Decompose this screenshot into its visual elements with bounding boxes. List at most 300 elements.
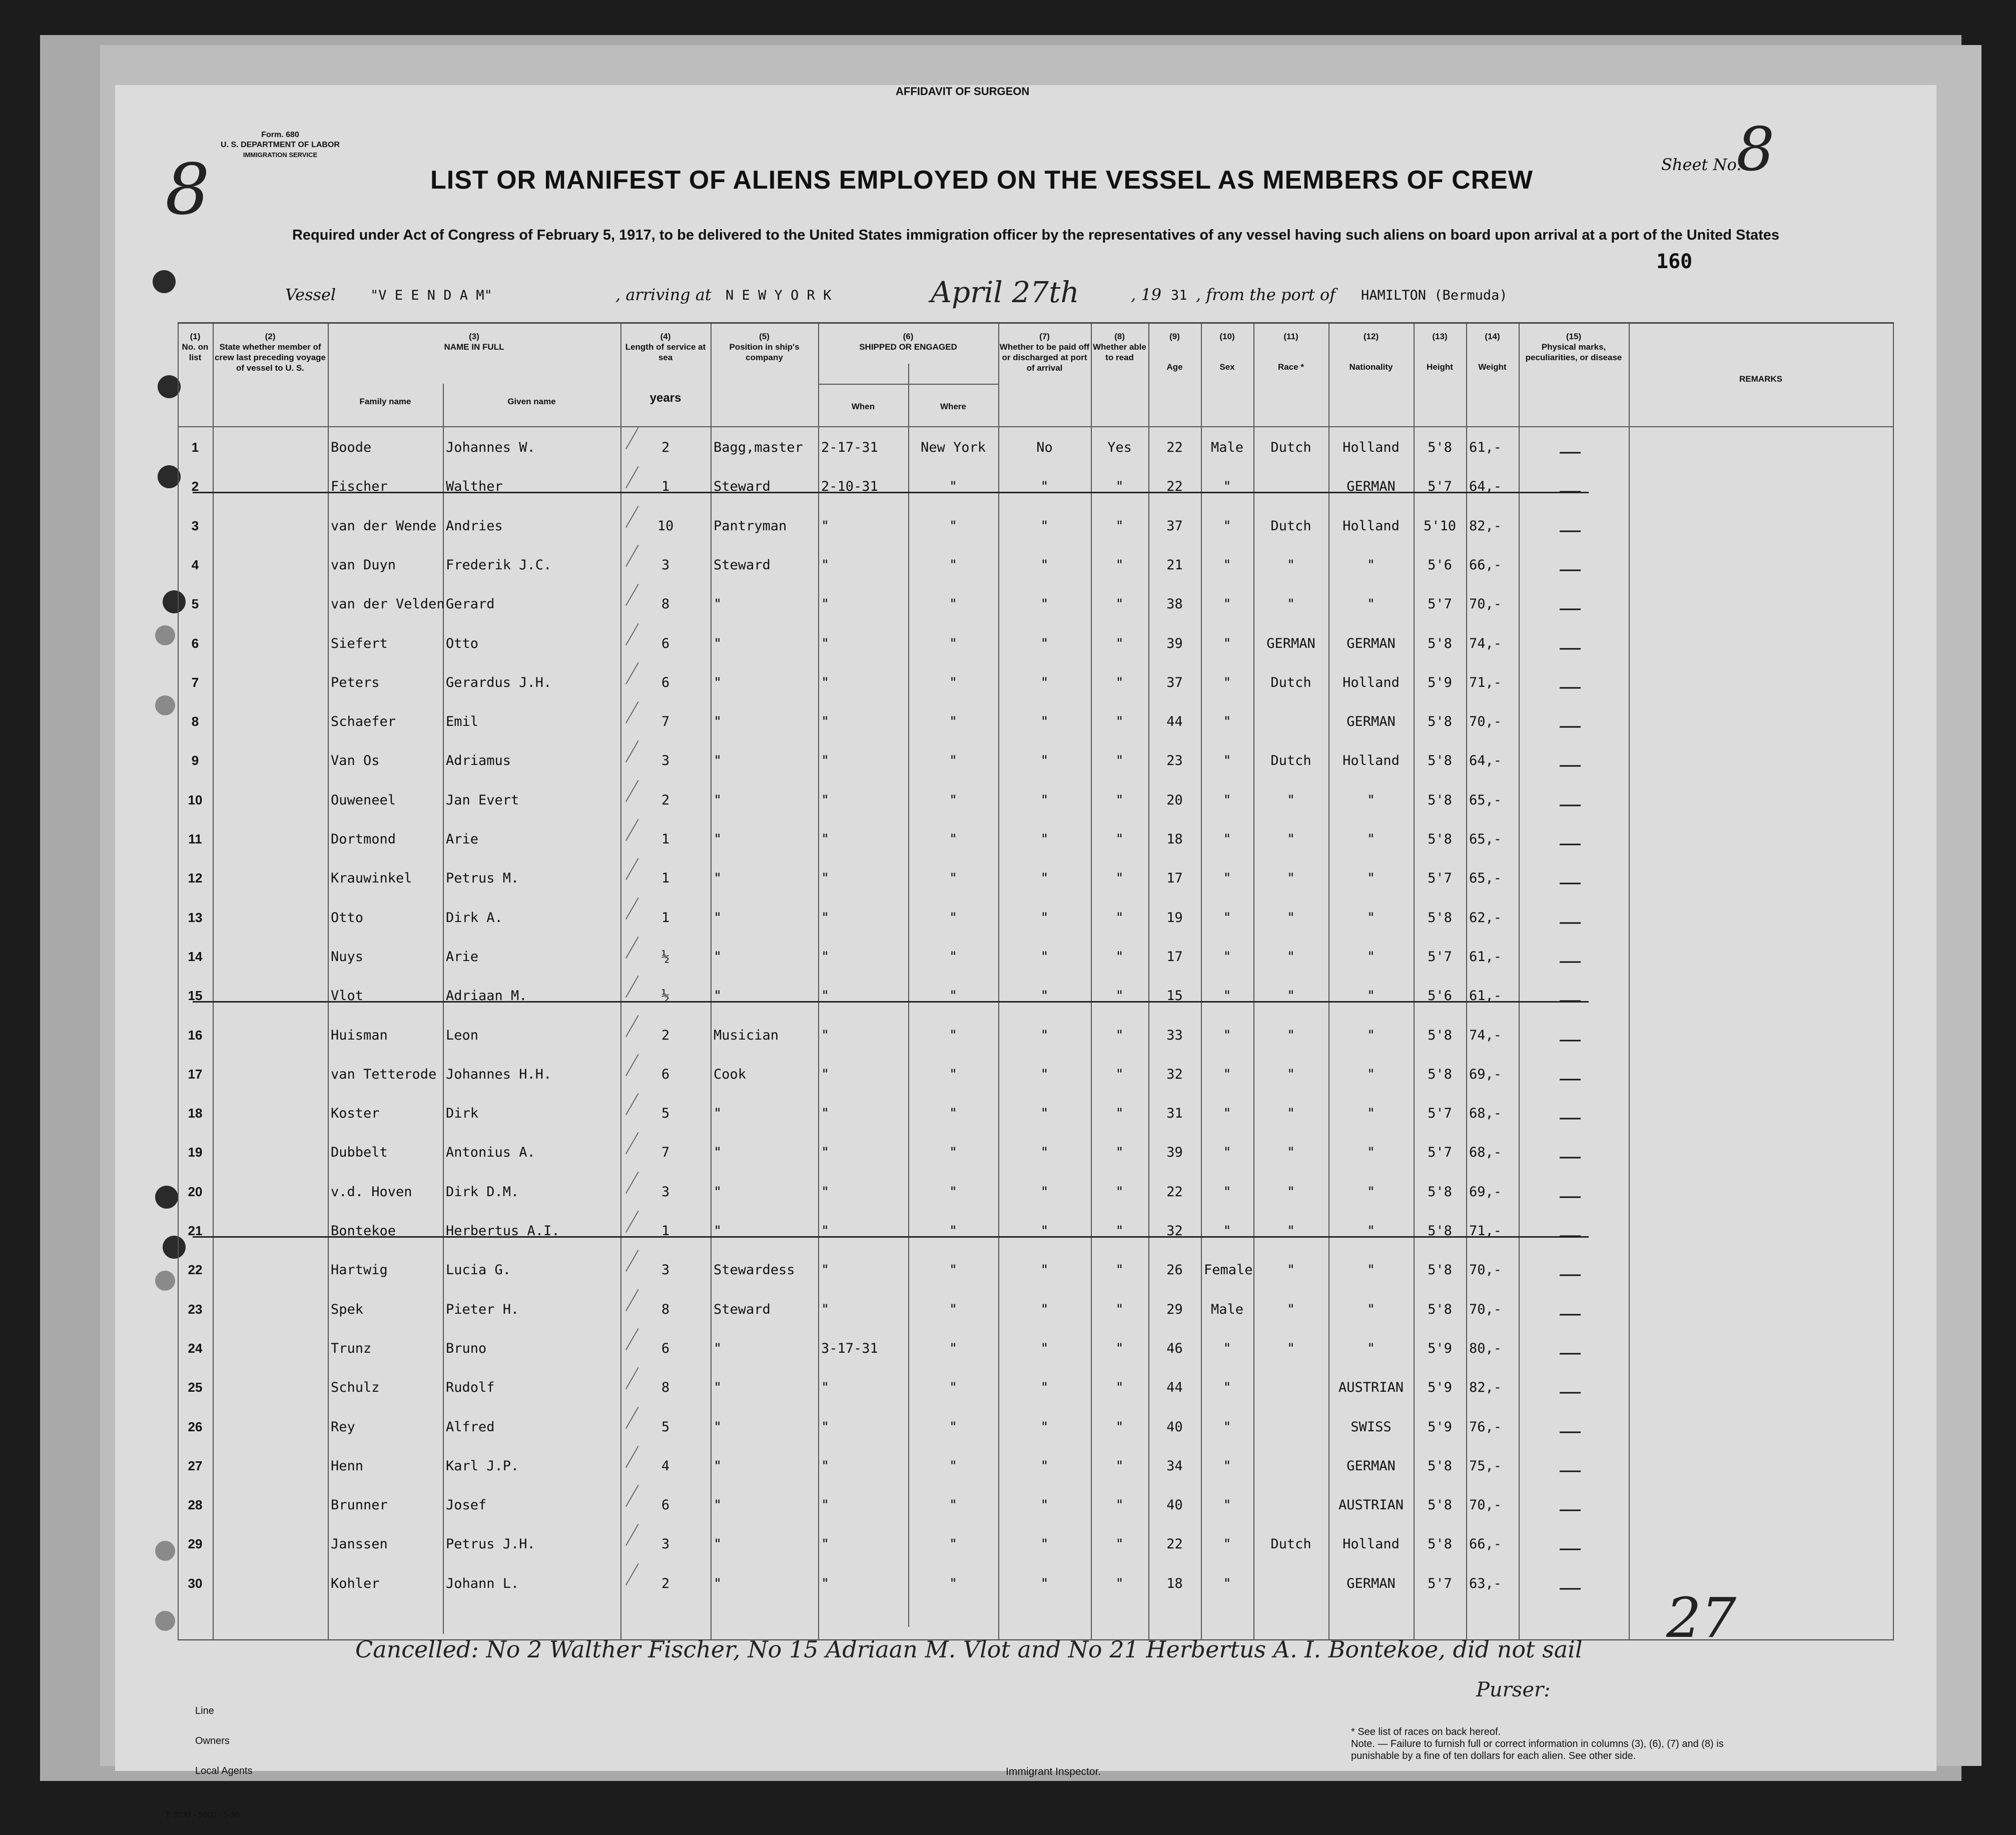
cell-where: " — [949, 988, 958, 1004]
cell-when: " — [821, 1184, 830, 1200]
cell-weight: 69,- — [1469, 1066, 1502, 1082]
cell-when: " — [821, 792, 830, 808]
cell-family: van Duyn — [331, 557, 396, 573]
cell-where: " — [949, 792, 958, 808]
cell-nat: " — [1367, 949, 1376, 965]
cell-weight: 68,- — [1469, 1145, 1502, 1161]
cell-family: Henn — [331, 1458, 364, 1474]
cell-position: Pantryman — [714, 518, 787, 534]
cell-race: " — [1286, 949, 1295, 965]
cell-race: " — [1286, 1027, 1295, 1043]
cell-age: 22 — [1166, 479, 1183, 495]
cell-paid: " — [1040, 518, 1049, 534]
cell-paid: " — [1040, 1106, 1049, 1122]
cell-read: " — [1115, 1106, 1124, 1122]
col-given-name-header: Given name — [507, 397, 556, 406]
cell-height: 5'8 — [1428, 753, 1452, 769]
cell-position: Steward — [714, 1301, 771, 1317]
cell-given: Adriamus — [446, 753, 511, 769]
col-nationality-index: (12) — [1363, 332, 1379, 341]
cell-position: " — [714, 1536, 722, 1552]
cell-age: 18 — [1166, 831, 1183, 847]
physical-check-mark: — — [1559, 1103, 1582, 1131]
cell-sex: " — [1223, 753, 1231, 769]
cell-weight: 74,- — [1469, 635, 1502, 651]
cell-given: Gerardus J.H. — [446, 674, 552, 690]
cell-no: 16 — [188, 1027, 203, 1043]
col-shipped-index: (6) — [903, 332, 914, 341]
cell-given: Dirk — [446, 1106, 479, 1122]
cell-weight: 65,- — [1469, 792, 1502, 808]
cell-nat: GERMAN — [1347, 1458, 1396, 1474]
cell-no: 2 — [191, 479, 199, 494]
cell-years: 8 — [661, 1301, 670, 1317]
cell-weight: 70,- — [1469, 1301, 1502, 1317]
cell-no: 13 — [188, 909, 203, 925]
cell-when: " — [821, 1301, 830, 1317]
cell-position: " — [714, 949, 722, 965]
cell-read: " — [1115, 831, 1124, 847]
cell-family: v.d. Hoven — [331, 1184, 412, 1200]
cell-family: Dortmond — [331, 831, 396, 847]
cell-nat: " — [1367, 1027, 1376, 1043]
cell-paid: " — [1040, 988, 1049, 1004]
cell-age: 26 — [1166, 1262, 1183, 1278]
cell-paid: " — [1040, 753, 1049, 769]
cell-years: 8 — [661, 596, 670, 612]
col-weight-index: (14) — [1485, 332, 1500, 341]
strike-through-line — [193, 492, 1589, 493]
col-height-index: (13) — [1432, 332, 1448, 341]
cell-nat: " — [1367, 1145, 1376, 1161]
cell-paid: " — [1040, 1458, 1049, 1474]
table-row — [178, 943, 1894, 982]
cell-read: " — [1115, 674, 1124, 690]
cell-sex: " — [1223, 1497, 1231, 1513]
cell-age: 22 — [1166, 440, 1183, 455]
form-number: Form. 680 — [261, 131, 299, 139]
cell-position: Steward — [714, 479, 771, 495]
table-row — [178, 551, 1894, 590]
cell-family: Kohler — [331, 1575, 380, 1591]
cell-paid: " — [1040, 674, 1049, 690]
physical-check-mark: — — [1559, 789, 1582, 817]
cell-given: Johannes W. — [446, 440, 535, 455]
cell-age: 20 — [1166, 792, 1183, 808]
cell-position: " — [714, 1380, 722, 1396]
cell-position: " — [714, 674, 722, 690]
cell-given: Johann L. — [446, 1575, 519, 1591]
cell-sex: " — [1223, 479, 1231, 495]
cell-height: 5'9 — [1428, 1380, 1452, 1396]
cell-age: 37 — [1166, 674, 1183, 690]
cell-given: Lucia G. — [446, 1262, 511, 1278]
cell-where: " — [949, 909, 958, 926]
cell-where: " — [949, 1106, 958, 1122]
cell-given: Rudolf — [446, 1380, 495, 1396]
col-no-index: (1) — [190, 332, 201, 341]
cell-weight: 62,- — [1469, 909, 1502, 926]
cell-age: 39 — [1166, 635, 1183, 651]
cell-years: 6 — [661, 674, 670, 690]
sheet-number: 8 — [1736, 115, 1775, 185]
cell-years: 1 — [661, 479, 670, 495]
cell-paid: " — [1040, 1575, 1049, 1591]
cell-paid: " — [1040, 714, 1049, 730]
cell-no: 3 — [191, 518, 199, 533]
cell-where: " — [949, 870, 958, 886]
cell-height: 5'7 — [1428, 1145, 1452, 1161]
table-row — [178, 473, 1894, 512]
cell-weight: 70,- — [1469, 596, 1502, 612]
cell-height: 5'8 — [1428, 792, 1452, 808]
cell-weight: 68,- — [1469, 1106, 1502, 1122]
col-height-header — [1414, 331, 1466, 372]
cell-given: Herbertus A.I. — [446, 1223, 560, 1239]
cell-years: 8 — [661, 1380, 670, 1396]
cell-height: 5'8 — [1428, 1301, 1452, 1317]
cell-position: Cook — [714, 1066, 747, 1082]
table-row — [178, 1413, 1894, 1452]
cell-sex: " — [1223, 988, 1231, 1004]
cell-read: " — [1115, 988, 1124, 1004]
physical-check-mark: — — [1559, 750, 1582, 778]
cell-read: Yes — [1107, 440, 1132, 455]
cell-race: Dutch — [1270, 674, 1311, 690]
physical-check-mark: — — [1559, 554, 1582, 582]
cell-weight: 82,- — [1469, 518, 1502, 534]
cell-height: 5'9 — [1428, 674, 1452, 690]
cell-no: 11 — [188, 831, 202, 846]
cell-years: ½ — [661, 949, 670, 965]
cell-when: " — [821, 1145, 830, 1161]
cell-read: " — [1115, 596, 1124, 612]
col-age-label: Age — [1166, 362, 1183, 372]
cell-age: 33 — [1166, 1027, 1183, 1043]
service-name: IMMIGRATION SERVICE — [243, 151, 318, 159]
cell-no: 1 — [191, 440, 199, 455]
binder-hole — [153, 270, 176, 293]
cell-no: 15 — [188, 988, 203, 1004]
binder-ring — [155, 625, 175, 645]
cell-where: " — [949, 1301, 958, 1317]
cell-where: " — [949, 753, 958, 769]
cell-family: Janssen — [331, 1536, 388, 1552]
col-read-index: (8) — [1114, 332, 1125, 341]
cell-sex: Male — [1210, 1301, 1244, 1317]
cell-position: " — [714, 1184, 722, 1200]
table-row — [178, 1256, 1894, 1295]
cell-when: " — [821, 635, 830, 651]
cell-when: " — [821, 1380, 830, 1396]
cell-age: 44 — [1166, 714, 1183, 730]
cell-age: 29 — [1166, 1301, 1183, 1317]
cell-position: " — [714, 1497, 722, 1513]
physical-check-mark: — — [1559, 1025, 1582, 1052]
cell-read: " — [1115, 1066, 1124, 1082]
col-position-index: (5) — [759, 332, 770, 341]
cell-age: 37 — [1166, 518, 1183, 534]
cell-read: " — [1115, 1262, 1124, 1278]
cell-age: 40 — [1166, 1419, 1183, 1435]
cell-family: Nuys — [331, 949, 364, 965]
cell-weight: 65,- — [1469, 831, 1502, 847]
cell-height: 5'8 — [1428, 1536, 1452, 1552]
binder-ring — [155, 1271, 175, 1291]
cell-position: " — [714, 714, 722, 730]
col-name-index: (3) — [469, 332, 479, 341]
binder-ring — [155, 1611, 175, 1631]
cell-where: " — [949, 831, 958, 847]
print-code: T. 3732 - 5000 - 1-30. — [165, 1811, 242, 1819]
cell-read: " — [1115, 635, 1124, 651]
cell-read: " — [1115, 1027, 1124, 1043]
cell-sex: " — [1223, 714, 1231, 730]
cell-family: Huisman — [331, 1027, 388, 1043]
cell-no: 23 — [188, 1301, 203, 1317]
cell-sex: " — [1223, 1458, 1231, 1474]
cell-race: " — [1286, 988, 1295, 1004]
cell-when: " — [821, 1575, 830, 1591]
cell-weight: 64,- — [1469, 479, 1502, 495]
cell-where: " — [949, 1340, 958, 1356]
sheet-label: Sheet No. — [1661, 155, 1742, 174]
cell-paid: " — [1040, 557, 1049, 573]
physical-check-mark: — — [1559, 437, 1582, 464]
cell-position: Bagg,master — [714, 440, 803, 455]
cell-when: " — [821, 1536, 830, 1552]
physical-check-mark: — — [1559, 1338, 1582, 1365]
table-row — [178, 786, 1894, 825]
cell-nat: " — [1367, 1301, 1376, 1317]
cell-paid: " — [1040, 1027, 1049, 1043]
table-row — [178, 1217, 1894, 1256]
cell-years: 5 — [661, 1106, 670, 1122]
col-weight-label: Weight — [1478, 362, 1507, 372]
physical-check-mark: — — [1559, 1495, 1582, 1522]
cell-no: 12 — [188, 870, 203, 886]
cell-sex: " — [1223, 1027, 1231, 1043]
table-row — [178, 1296, 1894, 1335]
cell-family: van der Wende — [331, 518, 437, 534]
cell-weight: 61,- — [1469, 949, 1502, 965]
cell-read: " — [1115, 714, 1124, 730]
cell-family: Ouweneel — [331, 792, 396, 808]
cell-no: 24 — [188, 1340, 203, 1356]
cell-nat: Holland — [1342, 674, 1400, 690]
cell-years: 10 — [657, 518, 674, 534]
col-service-unit: years — [649, 391, 682, 405]
cell-years: 7 — [661, 714, 670, 730]
cell-family: Siefert — [331, 635, 388, 651]
col-physical-marks-index: (15) — [1566, 332, 1582, 341]
cell-sex: " — [1223, 1575, 1231, 1591]
cell-race: " — [1286, 1262, 1295, 1278]
cell-family: Schaefer — [331, 714, 396, 730]
col-shipped-label: SHIPPED OR ENGAGED — [859, 342, 957, 352]
cell-race: " — [1286, 870, 1295, 886]
cell-given: Josef — [446, 1497, 487, 1513]
cell-when: " — [821, 674, 830, 690]
cell-family: Rey — [331, 1419, 355, 1435]
table-row — [178, 825, 1894, 864]
cell-race: " — [1286, 1066, 1295, 1082]
col-name-label: NAME IN FULL — [444, 342, 504, 352]
cell-years: 3 — [661, 753, 670, 769]
col-sex-index: (10) — [1219, 332, 1235, 341]
cell-nat: GERMAN — [1347, 714, 1396, 730]
cell-when: " — [821, 518, 830, 534]
col-nationality-header — [1328, 331, 1414, 372]
cell-height: 5'7 — [1428, 1575, 1452, 1591]
cell-no: 6 — [191, 635, 199, 651]
col-paid-off-header — [998, 331, 1091, 373]
cell-no: 29 — [188, 1536, 203, 1552]
cell-given: Gerard — [446, 596, 495, 612]
cell-race: Dutch — [1270, 518, 1311, 534]
cell-height: 5'6 — [1428, 988, 1452, 1004]
cell-read: " — [1115, 1575, 1124, 1591]
cell-weight: 70,- — [1469, 1262, 1502, 1278]
cell-years: 1 — [661, 1223, 670, 1239]
cell-weight: 63,- — [1469, 1575, 1502, 1591]
cell-no: 14 — [188, 949, 203, 964]
cell-given: Alfred — [446, 1419, 495, 1435]
cell-race: " — [1286, 557, 1295, 573]
table-row — [178, 1491, 1894, 1530]
cell-height: 5'8 — [1428, 714, 1452, 730]
purser-label: Purser: — [1476, 1678, 1551, 1701]
binder-ring — [155, 695, 175, 715]
cell-sex: Female — [1204, 1262, 1253, 1278]
table-row — [178, 1530, 1894, 1569]
table-row — [178, 708, 1894, 747]
cell-position: " — [714, 1419, 722, 1435]
cell-paid: " — [1040, 1184, 1049, 1200]
cell-sex: " — [1223, 1419, 1231, 1435]
cell-sex: " — [1223, 518, 1231, 534]
cell-given: Andries — [446, 518, 503, 534]
cell-age: 32 — [1166, 1066, 1183, 1082]
cell-no: 10 — [188, 792, 203, 807]
cell-no: 30 — [188, 1575, 203, 1591]
table-row — [178, 1374, 1894, 1413]
col-age-index: (9) — [1169, 332, 1180, 341]
col-no-label: No. on list — [182, 342, 209, 362]
cell-when: " — [821, 1223, 830, 1239]
cell-read: " — [1115, 1497, 1124, 1513]
cell-family: van der Velden — [331, 596, 445, 612]
cell-paid: " — [1040, 792, 1049, 808]
cell-years: 5 — [661, 1419, 670, 1435]
cell-height: 5'7 — [1428, 949, 1452, 965]
cell-where: " — [949, 1184, 958, 1200]
cell-no: 25 — [188, 1380, 203, 1395]
cell-given: Dirk D.M. — [446, 1184, 519, 1200]
cell-read: " — [1115, 1184, 1124, 1200]
cell-where: " — [949, 1262, 958, 1278]
cell-weight: 70,- — [1469, 1497, 1502, 1513]
cell-race: " — [1286, 1223, 1295, 1239]
cell-no: 20 — [188, 1184, 203, 1199]
cell-age: 18 — [1166, 1575, 1183, 1591]
cell-years: 3 — [661, 1536, 670, 1552]
col-remarks-header: REMARKS — [1739, 374, 1782, 384]
cell-given: Otto — [446, 635, 479, 651]
cell-family: Schulz — [331, 1380, 380, 1396]
cell-nat: " — [1367, 909, 1376, 926]
cell-family: Krauwinkel — [331, 870, 412, 886]
cell-height: 5'8 — [1428, 831, 1452, 847]
cell-where: " — [949, 949, 958, 965]
physical-check-mark: — — [1559, 1455, 1582, 1483]
table-row — [178, 1100, 1894, 1139]
cell-weight: 61,- — [1469, 440, 1502, 455]
cell-nat: " — [1367, 1066, 1376, 1082]
table-row — [178, 1139, 1894, 1178]
physical-check-mark: — — [1559, 1181, 1582, 1209]
cell-weight: 75,- — [1469, 1458, 1502, 1474]
cell-when: " — [821, 1419, 830, 1435]
col-read-header — [1091, 331, 1148, 363]
cell-family: Otto — [331, 909, 364, 926]
cell-nat: Holland — [1342, 753, 1400, 769]
cell-nat: " — [1367, 1340, 1376, 1356]
cell-years: 6 — [661, 1340, 670, 1356]
cell-where: " — [949, 479, 958, 495]
physical-check-mark: — — [1559, 594, 1582, 621]
cell-nat: " — [1367, 1223, 1376, 1239]
cell-race: Dutch — [1270, 753, 1311, 769]
cell-when: " — [821, 1458, 830, 1474]
cell-weight: 64,- — [1469, 753, 1502, 769]
col-name-header — [328, 331, 620, 352]
cell-read: " — [1115, 1419, 1124, 1435]
cell-nat: Holland — [1342, 440, 1400, 455]
cell-years: 1 — [661, 870, 670, 886]
physical-check-mark: — — [1559, 1260, 1582, 1287]
col-paid-off-index: (7) — [1039, 332, 1050, 341]
cell-sex: " — [1223, 831, 1231, 847]
cell-years: 2 — [661, 1027, 670, 1043]
cell-where: " — [949, 1223, 958, 1239]
cell-years: 3 — [661, 1184, 670, 1200]
cell-position: " — [714, 635, 722, 651]
cell-weight: 69,- — [1469, 1184, 1502, 1200]
cell-read: " — [1115, 557, 1124, 573]
cell-years: 6 — [661, 1066, 670, 1082]
cell-no: 9 — [191, 753, 199, 768]
cell-years: 3 — [661, 557, 670, 573]
cell-paid: " — [1040, 596, 1049, 612]
cell-weight: 61,- — [1469, 988, 1502, 1004]
cell-position: " — [714, 988, 722, 1004]
cell-paid: " — [1040, 1223, 1049, 1239]
department-name: U. S. DEPARTMENT OF LABOR — [221, 141, 340, 149]
cell-when: " — [821, 1106, 830, 1122]
physical-check-mark: — — [1559, 907, 1582, 935]
cell-read: " — [1115, 949, 1124, 965]
table-row — [178, 1178, 1894, 1217]
col-service-header — [620, 331, 711, 403]
page-title: LIST OR MANIFEST OF ALIENS EMPLOYED ON THE VESSEL AS MEMBERS OF CREW — [430, 166, 1533, 195]
cell-when: " — [821, 831, 830, 847]
cell-sex: Male — [1210, 440, 1244, 455]
affidavit-heading: AFFIDAVIT OF SURGEON — [896, 85, 1030, 98]
cell-weight: 71,- — [1469, 1223, 1502, 1239]
cell-given: Dirk A. — [446, 909, 503, 926]
cell-no: 4 — [191, 557, 199, 572]
